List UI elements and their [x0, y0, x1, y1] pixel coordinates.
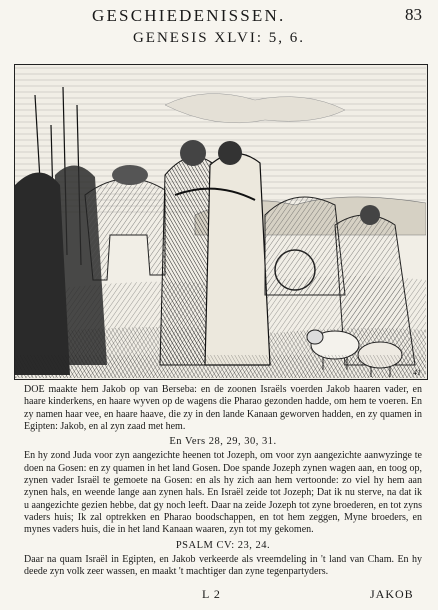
running-head [0, 4, 438, 26]
engraver-mark: 41 [413, 368, 421, 377]
signature-mark: L 2 [202, 587, 221, 601]
page-footer [0, 587, 438, 605]
engraving-illustration [14, 64, 428, 380]
scripture-text [24, 384, 422, 578]
chapter-reference: GENESIS XLVI: 5, 6. [132, 30, 306, 46]
engraving-scene [15, 65, 426, 378]
psalm-reference-heading: PSALM CV: 23, 24. [175, 539, 271, 551]
paragraph-verses-28-31: En hy zond Juda voor zyn aangezichte heenen tot Jozeph, om voor zyn aangezichte aanwyzinge te doen na Gosen: en zy quamen in het land Gosen. Doe spande Jozeph zynen wagen aan, en toog op, zynen vader Israël te gemoete na Gosen: en als hy zich aan hem vertoonde: zo viel hy hem aan zynen hals, en weende lange aan zynen hals. En Israël zeide tot Jozeph; Dat ik nu sterve, na dat ik u aangezichte gezien hebbe, dat gy noch leeft. Daar na zeide Jozeph tot zyne broederen, en tot zyns vaders huis; Ik zal optrekken en Pharao boodschappen, en tot hem zeggen, Myne broeders, en mynes vaders huis, die in het land Kanaan waaren, zyn tot my gekomen. [24, 450, 422, 536]
paragraph-psalm-105: Daar na quam Israël in Egipten, en Jakob verkeerde als vreemdeling in 't land van Cham. En hy deede zyn volk zeer wassen, en maakt 't machtiger dan zyne tegenpartyders. [24, 553, 422, 578]
verse-reference-heading: En Vers 28, 29, 30, 31. [169, 436, 277, 448]
running-title: GESCHIEDENISSEN. [92, 6, 286, 25]
page-number: 83 [405, 5, 422, 24]
catchword: JAKOB [370, 587, 414, 601]
paragraph-genesis-46-5-6: DOE maakte hem Jakob op van Berseba: en de zoonen Israëls voerden Jakob haaren vader, en haare kinderkens, en haare wyven op de wagens die Pharao gezonden hadde, om hem te voeren. En zy namen haar vee, en haare haave, die zy in den lande Kanaan geworven hadden, en zy quamen in Egipten: Jakob, en al zyn zaad met hem. [24, 384, 422, 432]
